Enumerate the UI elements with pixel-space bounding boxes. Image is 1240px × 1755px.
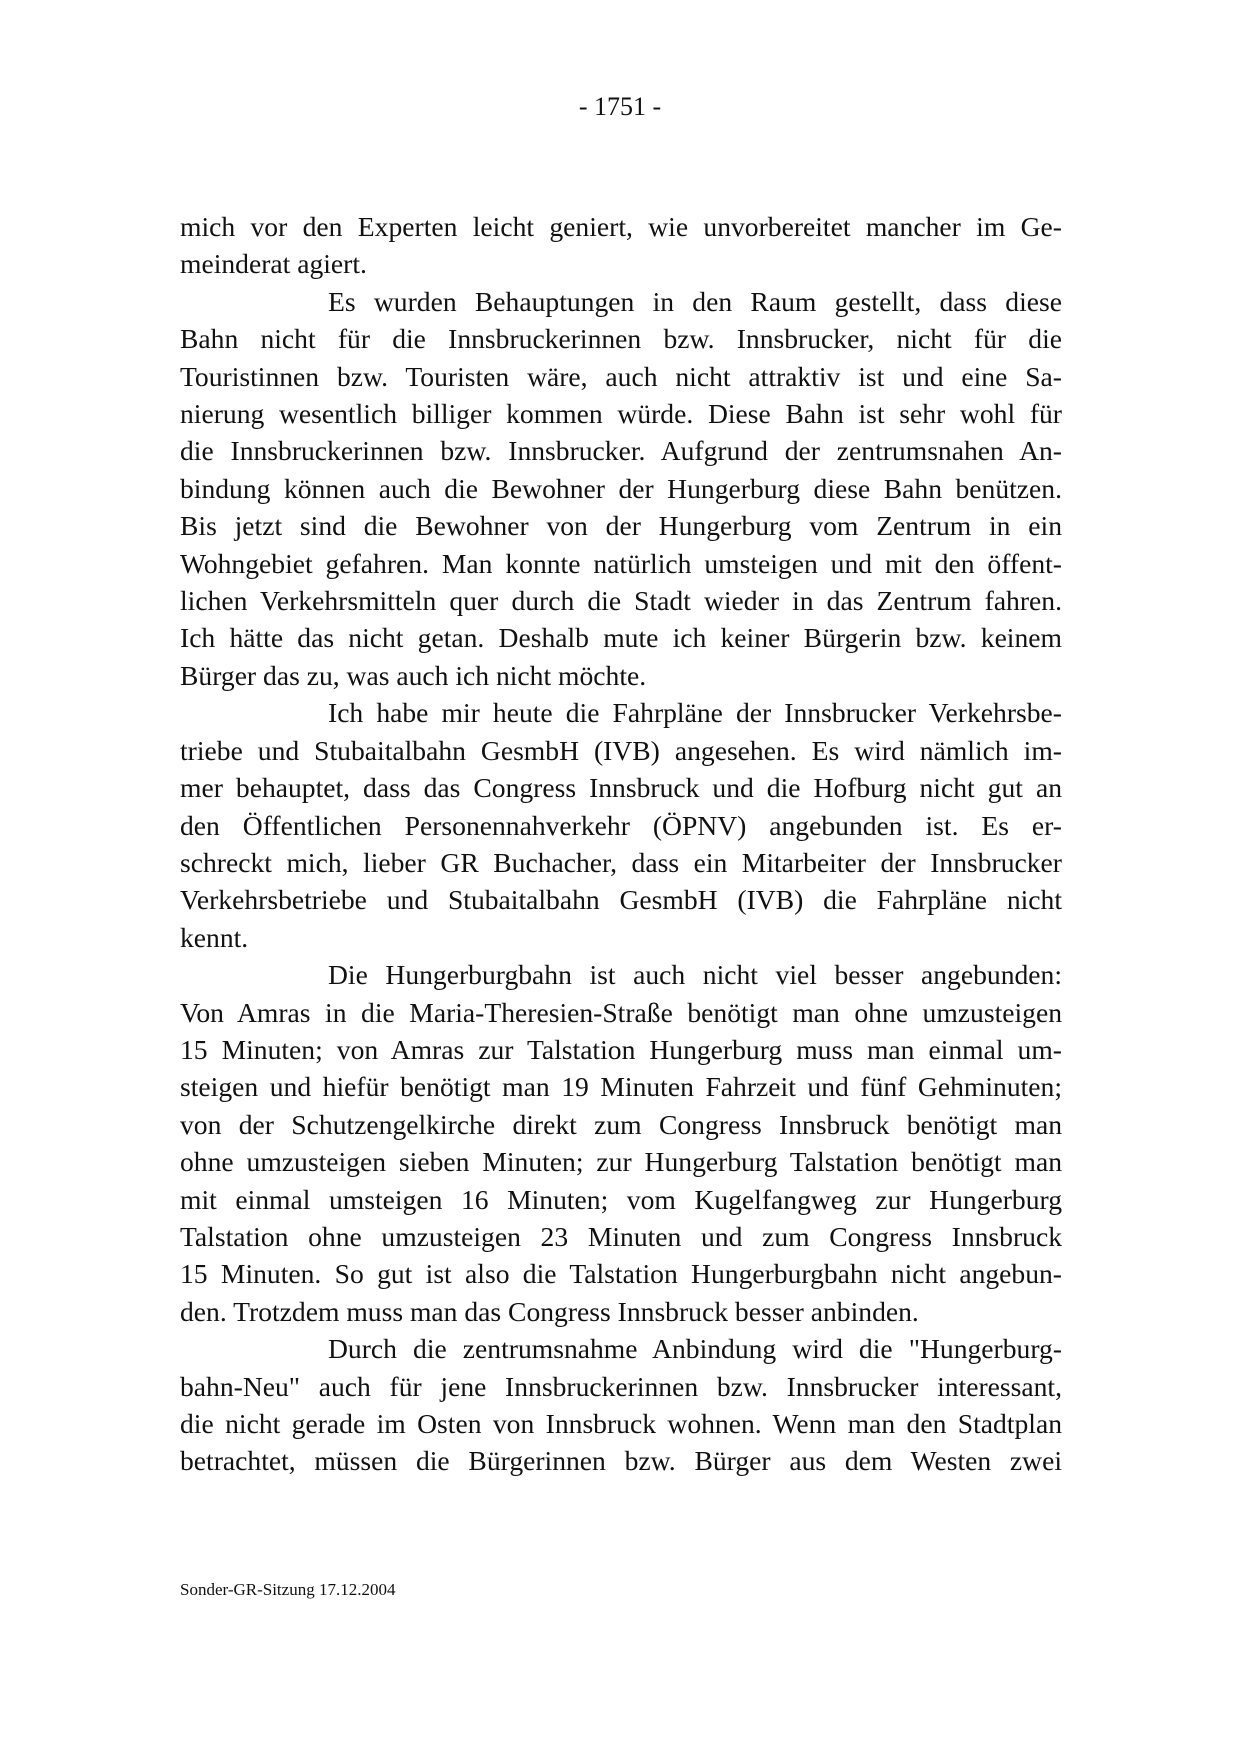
text-line: mer behauptet, dass das Congress Innsbruck und die Hofburg nicht gut an: [180, 772, 1062, 804]
text-line: den. Trotzdem muss man das Congress Innsbruck besser anbinden.: [180, 1295, 919, 1327]
paragraph: [180, 283, 1062, 694]
page-number: - 1751 -: [578, 92, 662, 121]
text-line: Bahn nicht für die Innsbruckerinnen bzw. Innsbrucker, nicht für die: [180, 323, 1062, 355]
paragraph: [180, 694, 1062, 956]
text-line: die nicht gerade im Osten von Innsbruck wohnen. Wenn man den Stadtplan: [180, 1408, 1062, 1439]
text-line: Durch die zentrumsnahme Anbindung wird die "Hungerburg-: [328, 1333, 1062, 1365]
text-line: von der Schutzengelkirche direkt zum Congress Innsbruck benötigt man: [180, 1108, 1062, 1140]
text-line: meinderat agiert.: [180, 248, 367, 280]
text-line: triebe und Stubaitalbahn GesmbH (IVB) angesehen. Es wird nämlich im-: [180, 734, 1062, 766]
text-line: Bis jetzt sind die Bewohner von der Hungerburg vom Zentrum in ein: [180, 510, 1062, 542]
text-line: Ich habe mir heute die Fahrpläne der Innsbrucker Verkehrsbe-: [328, 697, 1062, 729]
text-line: die Innsbruckerinnen bzw. Innsbrucker. Aufgrund der zentrumsnahen An-: [180, 435, 1062, 467]
text-line: 15 Minuten. So gut ist also die Talstation Hungerburgbahn nicht angebun-: [180, 1258, 1062, 1290]
text-line: Touristinnen bzw. Touristen wäre, auch nicht attraktiv ist und eine Sa-: [180, 360, 1062, 392]
text-line: den Öffentlichen Personennahverkehr (ÖPNV) angebunden ist. Es er-: [180, 809, 1062, 841]
text-line: Verkehrsbetriebe und Stubaitalbahn GesmbH (IVB) die Fahrpläne nicht: [180, 884, 1062, 916]
text-line: ohne umzusteigen sieben Minuten; zur Hungerburg Talstation benötigt man: [180, 1146, 1062, 1178]
paragraph: [180, 1330, 1062, 1480]
text-line: mit einmal umsteigen 16 Minuten; vom Kugelfangweg zur Hungerburg: [180, 1183, 1062, 1215]
text-line: Von Amras in die Maria-Theresien-Straße benötigt man ohne umzusteigen: [180, 996, 1062, 1028]
text-line: steigen und hiefür benötigt man 19 Minuten Fahrzeit und fünf Gehminuten;: [180, 1071, 1062, 1103]
text-line: schreckt mich, lieber GR Buchacher, dass ein Mitarbeiter der Innsbrucker: [180, 846, 1062, 878]
text-line: nierung wesentlich billiger kommen würde. Diese Bahn ist sehr wohl für: [180, 398, 1062, 430]
text-line: betrachtet, müssen die Bürgerinnen bzw. Bürger aus dem Westen zwei: [180, 1445, 1062, 1477]
paragraph: [180, 956, 1062, 1330]
text-line: Die Hungerburgbahn ist auch nicht viel besser angebunden:: [328, 959, 1062, 991]
text-line: Wohngebiet gefahren. Man konnte natürlich umsteigen und mit den öffent-: [180, 547, 1062, 579]
text-line: Talstation ohne umzusteigen 23 Minuten und zum Congress Innsbruck: [180, 1220, 1062, 1252]
paragraph: [180, 208, 1062, 283]
text-line: Bürger das zu, was auch ich nicht möchte.: [180, 659, 647, 691]
text-line: Es wurden Behauptungen in den Raum gestellt, dass diese: [328, 285, 1062, 317]
text-line: bahn-Neu" auch für jene Innsbruckerinnen bzw. Innsbrucker interessant,: [180, 1370, 1062, 1402]
footer-session-label: Sonder-GR-Sitzung 17.12.2004: [180, 1580, 396, 1599]
body-text: [180, 208, 1062, 1480]
text-line: mich vor den Experten leicht geniert, wie unvorbereitet mancher im Ge-: [180, 211, 1062, 242]
text-line: lichen Verkehrsmitteln quer durch die Stadt wieder in das Zentrum fahren.: [180, 585, 1062, 617]
text-line: Ich hätte das nicht getan. Deshalb mute ich keiner Bürgerin bzw. keinem: [180, 622, 1062, 654]
text-line: bindung können auch die Bewohner der Hungerburg diese Bahn benützen.: [180, 472, 1062, 504]
text-line: kennt.: [180, 921, 249, 953]
text-line: 15 Minuten; von Amras zur Talstation Hungerburg muss man einmal um-: [180, 1033, 1062, 1065]
